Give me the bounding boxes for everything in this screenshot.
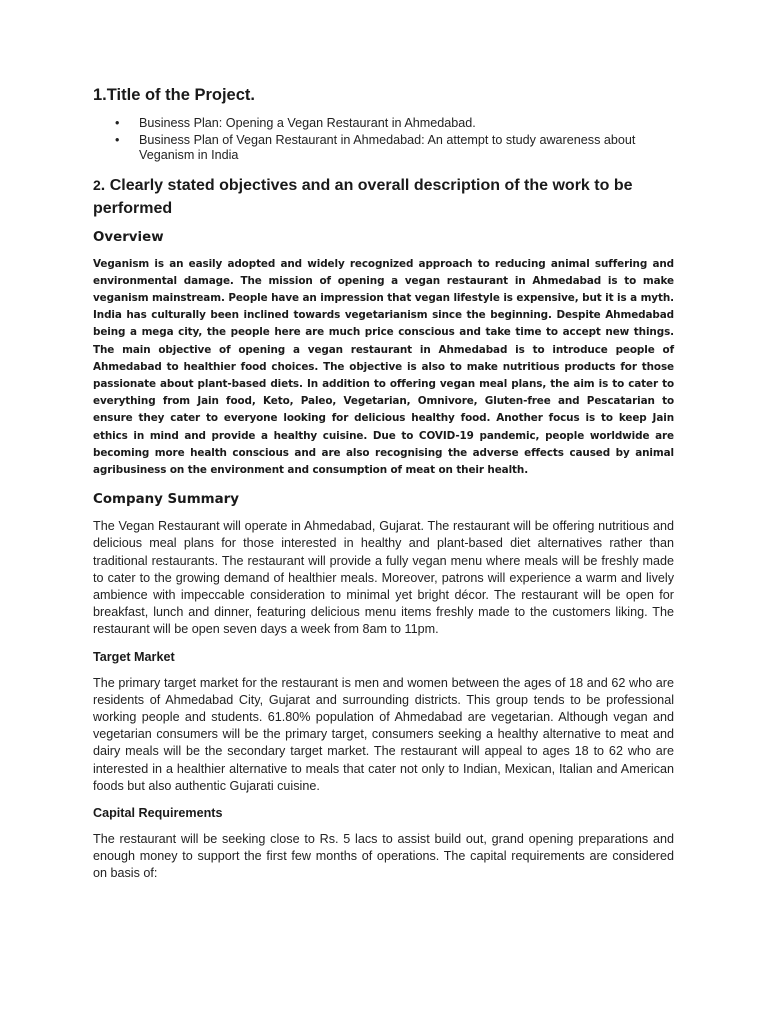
company-summary-paragraph: The Vegan Restaurant will operate in Ahmedabad, Gujarat. The restaurant will be offering nutritious and delicious meal plans for those interested in healthy and plant-based diet alternatives rather than traditional restaurants. The restaurant will provide a fully vegan menu where meals will be freshly made to cater to the growing demand of healthier meals. Moreover, patrons will experience a warm and lively ambience with impeccable consideration to minimal yet bright décor. The restaurant will be open for breakfast, lunch and dinner, featuring delicious menu items freshly made to the customers liking. The restaurant will be open seven days a week from 8am to 11pm. <box>93 519 674 637</box>
project-title-list <box>93 116 674 164</box>
bullet-icon: • <box>115 116 120 130</box>
section-2-heading <box>93 174 674 220</box>
section-1-heading: 1.Title of the Project. <box>93 86 255 104</box>
capital-requirements-heading: Capital Requirements <box>93 805 223 820</box>
list-item-text: Business Plan: Opening a Vegan Restaurant in Ahmedabad. <box>139 116 476 130</box>
section-2-title: . Clearly stated objectives and an overall description of the work to be performed <box>93 176 633 217</box>
list-item <box>93 133 674 164</box>
overview-paragraph: Veganism is an easily adopted and widely recognized approach to reducing animal suffering and environmental damage. The mission of opening a vegan restaurant in Ahmedabad is to make veganism mainstream. People have an impression that vegan lifestyle is expensive, but it is a myth. India has culturally been inclined towards vegetarianism since the beginning. Despite Ahmedabad being a mega city, the people here are much price conscious and take time to accept new things. The main objective of opening a vegan restaurant in Ahmedabad is to introduce people of Ahmedabad to healthier food choices. The objective is also to make nutritious products for those passionate about plant-based diets. In addition to offering vegan meal plans, the aim is to cater to everything from Jain food, Keto, Paleo, Vegetarian, Omnivore, Gluten-free and Pescatarian to ensure they cater to everyone looking for delicious healthy food. Another focus is to keep Jain ethics in mind and provide a healthy cuisine. Due to COVID-19 pandemic, people worldwide are becoming more health conscious and are also recognising the adverse effects caused by animal agribusiness on the environment and consumption of meat on their health. <box>93 257 674 476</box>
target-market-paragraph: The primary target market for the restaurant is men and women between the ages of 18 and 62 who are residents of Ahmedabad City, Gujarat and surrounding districts. This group tends to be professional working people and students. 61.80% population of Ahmedabad are vegetarian. Although vegan and vegetarian consumers will be the primary target, consumers seeking a healthy alternative to meat and dairy meals will be the secondary target market. The restaurant will appeal to ages 18 to 62 who are interested in a healthier alternative to meals that cater not only to Indian, Mexican, Italian and American foods but also authentic Gujarati cuisine. <box>93 675 674 793</box>
target-market-heading: Target Market <box>93 649 175 664</box>
capital-requirements-paragraph: The restaurant will be seeking close to Rs. 5 lacs to assist build out, grand opening preparations and enough money to support the first few months of operations. The capital requirements are considered on basis of: <box>93 831 674 881</box>
document-page <box>93 84 674 893</box>
section-2-number: 2 <box>93 176 101 193</box>
bullet-icon: • <box>115 132 120 147</box>
overview-heading: Overview <box>93 229 164 245</box>
list-item-text: Business Plan of Vegan Restaurant in Ahmedabad: An attempt to study awareness about Veganism in India <box>139 132 636 162</box>
company-summary-heading: Company Summary <box>93 492 239 508</box>
list-item <box>93 116 674 132</box>
